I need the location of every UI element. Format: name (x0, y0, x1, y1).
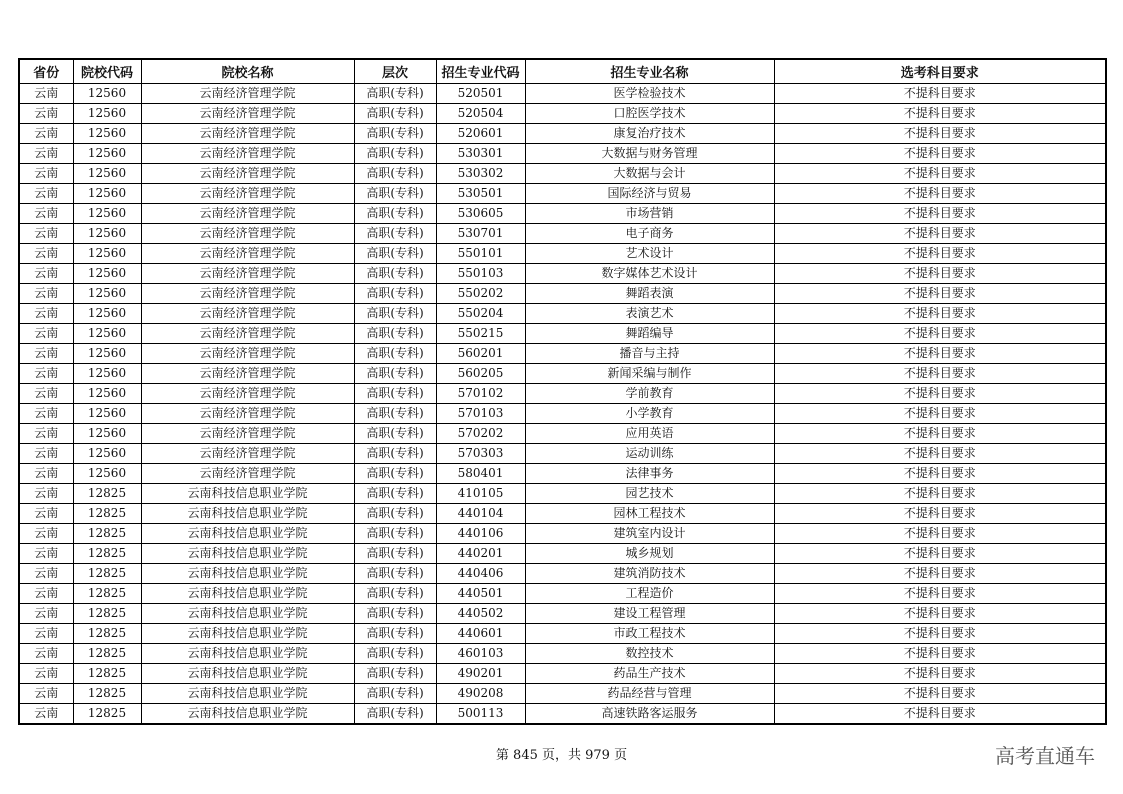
school-code-cell: 12560 (73, 144, 141, 164)
header-subject-requirement: 选考科目要求 (774, 59, 1106, 84)
header-level: 层次 (354, 59, 436, 84)
table-row (19, 684, 1106, 704)
major-code-cell: 520501 (436, 84, 525, 104)
table-row (19, 424, 1106, 444)
major-code-cell: 550204 (436, 304, 525, 324)
table-row (19, 624, 1106, 644)
table-row (19, 484, 1106, 504)
subject-requirement-cell: 不提科目要求 (774, 584, 1106, 604)
table-row (19, 344, 1106, 364)
subject-requirement-cell: 不提科目要求 (774, 324, 1106, 344)
school-code-cell: 12560 (73, 104, 141, 124)
major-code-cell: 500113 (436, 704, 525, 725)
province-cell: 云南 (19, 524, 73, 544)
table-header-row (19, 59, 1106, 84)
level-cell: 高职(专科) (354, 464, 436, 484)
province-cell: 云南 (19, 624, 73, 644)
major-name-cell: 医学检验技术 (525, 84, 774, 104)
school-name-cell: 云南经济管理学院 (141, 84, 354, 104)
school-name-cell: 云南科技信息职业学院 (141, 624, 354, 644)
province-cell: 云南 (19, 564, 73, 584)
major-name-cell: 建筑室内设计 (525, 524, 774, 544)
level-cell: 高职(专科) (354, 244, 436, 264)
province-cell: 云南 (19, 484, 73, 504)
major-name-cell: 康复治疗技术 (525, 124, 774, 144)
major-name-cell: 工程造价 (525, 584, 774, 604)
major-name-cell: 舞蹈编导 (525, 324, 774, 344)
major-code-cell: 550202 (436, 284, 525, 304)
table-row (19, 604, 1106, 624)
major-name-cell: 园艺技术 (525, 484, 774, 504)
school-name-cell: 云南经济管理学院 (141, 284, 354, 304)
level-cell: 高职(专科) (354, 544, 436, 564)
school-name-cell: 云南经济管理学院 (141, 304, 354, 324)
major-name-cell: 国际经济与贸易 (525, 184, 774, 204)
table-row (19, 664, 1106, 684)
table-row (19, 504, 1106, 524)
table-row (19, 464, 1106, 484)
major-name-cell: 应用英语 (525, 424, 774, 444)
major-name-cell: 运动训练 (525, 444, 774, 464)
province-cell: 云南 (19, 704, 73, 725)
table-row (19, 304, 1106, 324)
school-code-cell: 12560 (73, 124, 141, 144)
major-code-cell: 570303 (436, 444, 525, 464)
header-major-code: 招生专业代码 (436, 59, 525, 84)
major-name-cell: 艺术设计 (525, 244, 774, 264)
school-code-cell: 12560 (73, 284, 141, 304)
level-cell: 高职(专科) (354, 104, 436, 124)
province-cell: 云南 (19, 104, 73, 124)
school-code-cell: 12560 (73, 344, 141, 364)
province-cell: 云南 (19, 84, 73, 104)
major-name-cell: 新闻采编与制作 (525, 364, 774, 384)
major-code-cell: 440406 (436, 564, 525, 584)
subject-requirement-cell: 不提科目要求 (774, 344, 1106, 364)
school-name-cell: 云南科技信息职业学院 (141, 684, 354, 704)
province-cell: 云南 (19, 304, 73, 324)
subject-requirement-cell: 不提科目要求 (774, 84, 1106, 104)
major-code-cell: 440201 (436, 544, 525, 564)
major-code-cell: 440502 (436, 604, 525, 624)
major-name-cell: 园林工程技术 (525, 504, 774, 524)
school-code-cell: 12825 (73, 564, 141, 584)
major-name-cell: 数控技术 (525, 644, 774, 664)
subject-requirement-cell: 不提科目要求 (774, 384, 1106, 404)
major-code-cell: 490201 (436, 664, 525, 684)
school-name-cell: 云南经济管理学院 (141, 244, 354, 264)
table-row (19, 444, 1106, 464)
major-code-cell: 440104 (436, 504, 525, 524)
table-row (19, 564, 1106, 584)
subject-requirement-cell: 不提科目要求 (774, 444, 1106, 464)
major-code-cell: 550101 (436, 244, 525, 264)
school-code-cell: 12825 (73, 484, 141, 504)
school-code-cell: 12560 (73, 264, 141, 284)
province-cell: 云南 (19, 504, 73, 524)
school-code-cell: 12825 (73, 584, 141, 604)
province-cell: 云南 (19, 364, 73, 384)
major-name-cell: 学前教育 (525, 384, 774, 404)
school-code-cell: 12825 (73, 504, 141, 524)
province-cell: 云南 (19, 224, 73, 244)
subject-requirement-cell: 不提科目要求 (774, 644, 1106, 664)
school-code-cell: 12560 (73, 204, 141, 224)
school-name-cell: 云南经济管理学院 (141, 184, 354, 204)
level-cell: 高职(专科) (354, 704, 436, 725)
province-cell: 云南 (19, 404, 73, 424)
table-row (19, 204, 1106, 224)
major-name-cell: 市政工程技术 (525, 624, 774, 644)
major-code-cell: 530605 (436, 204, 525, 224)
school-code-cell: 12560 (73, 404, 141, 424)
school-name-cell: 云南科技信息职业学院 (141, 604, 354, 624)
major-name-cell: 建筑消防技术 (525, 564, 774, 584)
school-name-cell: 云南科技信息职业学院 (141, 644, 354, 664)
major-code-cell: 560201 (436, 344, 525, 364)
province-cell: 云南 (19, 164, 73, 184)
table-row (19, 124, 1106, 144)
school-code-cell: 12825 (73, 664, 141, 684)
school-name-cell: 云南科技信息职业学院 (141, 484, 354, 504)
school-name-cell: 云南经济管理学院 (141, 204, 354, 224)
subject-requirement-cell: 不提科目要求 (774, 204, 1106, 224)
major-code-cell: 490208 (436, 684, 525, 704)
table-row (19, 544, 1106, 564)
province-cell: 云南 (19, 584, 73, 604)
province-cell: 云南 (19, 184, 73, 204)
province-cell: 云南 (19, 544, 73, 564)
table-row (19, 384, 1106, 404)
school-code-cell: 12560 (73, 304, 141, 324)
school-name-cell: 云南经济管理学院 (141, 464, 354, 484)
table-row (19, 144, 1106, 164)
table-row (19, 704, 1106, 725)
major-code-cell: 440501 (436, 584, 525, 604)
province-cell: 云南 (19, 284, 73, 304)
school-code-cell: 12825 (73, 624, 141, 644)
major-code-cell: 550103 (436, 264, 525, 284)
level-cell: 高职(专科) (354, 444, 436, 464)
school-name-cell: 云南经济管理学院 (141, 124, 354, 144)
table-row (19, 284, 1106, 304)
school-code-cell: 12560 (73, 84, 141, 104)
header-province: 省份 (19, 59, 73, 84)
major-code-cell: 580401 (436, 464, 525, 484)
major-name-cell: 舞蹈表演 (525, 284, 774, 304)
school-code-cell: 12560 (73, 324, 141, 344)
province-cell: 云南 (19, 424, 73, 444)
table-row (19, 104, 1106, 124)
major-name-cell: 药品生产技术 (525, 664, 774, 684)
watermark-logo: 高考直通车 (995, 744, 1095, 768)
level-cell: 高职(专科) (354, 484, 436, 504)
level-cell: 高职(专科) (354, 304, 436, 324)
school-code-cell: 12560 (73, 164, 141, 184)
table-row (19, 524, 1106, 544)
level-cell: 高职(专科) (354, 564, 436, 584)
school-name-cell: 云南科技信息职业学院 (141, 524, 354, 544)
major-name-cell: 大数据与会计 (525, 164, 774, 184)
province-cell: 云南 (19, 684, 73, 704)
school-name-cell: 云南经济管理学院 (141, 444, 354, 464)
major-name-cell: 播音与主持 (525, 344, 774, 364)
major-code-cell: 560205 (436, 364, 525, 384)
table-row (19, 264, 1106, 284)
header-school-name: 院校名称 (141, 59, 354, 84)
major-name-cell: 大数据与财务管理 (525, 144, 774, 164)
level-cell: 高职(专科) (354, 204, 436, 224)
major-code-cell: 440601 (436, 624, 525, 644)
major-code-cell: 440106 (436, 524, 525, 544)
subject-requirement-cell: 不提科目要求 (774, 684, 1106, 704)
level-cell: 高职(专科) (354, 424, 436, 444)
school-name-cell: 云南科技信息职业学院 (141, 504, 354, 524)
level-cell: 高职(专科) (354, 184, 436, 204)
school-code-cell: 12825 (73, 644, 141, 664)
level-cell: 高职(专科) (354, 664, 436, 684)
level-cell: 高职(专科) (354, 144, 436, 164)
level-cell: 高职(专科) (354, 504, 436, 524)
school-name-cell: 云南经济管理学院 (141, 104, 354, 124)
province-cell: 云南 (19, 324, 73, 344)
level-cell: 高职(专科) (354, 264, 436, 284)
major-code-cell: 530302 (436, 164, 525, 184)
subject-requirement-cell: 不提科目要求 (774, 144, 1106, 164)
subject-requirement-cell: 不提科目要求 (774, 564, 1106, 584)
subject-requirement-cell: 不提科目要求 (774, 484, 1106, 504)
school-code-cell: 12560 (73, 184, 141, 204)
subject-requirement-cell: 不提科目要求 (774, 404, 1106, 424)
table-row (19, 584, 1106, 604)
school-name-cell: 云南经济管理学院 (141, 404, 354, 424)
page-number: 第 845 页，共 979 页 (495, 748, 628, 763)
school-code-cell: 12560 (73, 424, 141, 444)
school-code-cell: 12825 (73, 524, 141, 544)
major-code-cell: 410105 (436, 484, 525, 504)
major-code-cell: 570102 (436, 384, 525, 404)
table-row (19, 404, 1106, 424)
school-code-cell: 12560 (73, 384, 141, 404)
province-cell: 云南 (19, 664, 73, 684)
subject-requirement-cell: 不提科目要求 (774, 184, 1106, 204)
major-code-cell: 570103 (436, 404, 525, 424)
province-cell: 云南 (19, 444, 73, 464)
province-cell: 云南 (19, 124, 73, 144)
level-cell: 高职(专科) (354, 84, 436, 104)
table-row (19, 324, 1106, 344)
major-code-cell: 460103 (436, 644, 525, 664)
major-code-cell: 520601 (436, 124, 525, 144)
school-name-cell: 云南经济管理学院 (141, 224, 354, 244)
major-name-cell: 数字媒体艺术设计 (525, 264, 774, 284)
major-code-cell: 550215 (436, 324, 525, 344)
level-cell: 高职(专科) (354, 384, 436, 404)
subject-requirement-cell: 不提科目要求 (774, 524, 1106, 544)
school-name-cell: 云南经济管理学院 (141, 364, 354, 384)
subject-requirement-cell: 不提科目要求 (774, 284, 1106, 304)
school-code-cell: 12825 (73, 544, 141, 564)
major-code-cell: 520504 (436, 104, 525, 124)
school-name-cell: 云南科技信息职业学院 (141, 544, 354, 564)
school-code-cell: 12560 (73, 464, 141, 484)
level-cell: 高职(专科) (354, 584, 436, 604)
major-name-cell: 城乡规划 (525, 544, 774, 564)
school-name-cell: 云南科技信息职业学院 (141, 704, 354, 725)
level-cell: 高职(专科) (354, 164, 436, 184)
subject-requirement-cell: 不提科目要求 (774, 264, 1106, 284)
subject-requirement-cell: 不提科目要求 (774, 604, 1106, 624)
school-name-cell: 云南经济管理学院 (141, 324, 354, 344)
table-row (19, 224, 1106, 244)
school-code-cell: 12825 (73, 704, 141, 725)
province-cell: 云南 (19, 144, 73, 164)
major-code-cell: 530301 (436, 144, 525, 164)
level-cell: 高职(专科) (354, 364, 436, 384)
school-name-cell: 云南经济管理学院 (141, 384, 354, 404)
table-row (19, 84, 1106, 104)
header-school-code: 院校代码 (73, 59, 141, 84)
major-code-cell: 530701 (436, 224, 525, 244)
school-code-cell: 12825 (73, 684, 141, 704)
subject-requirement-cell: 不提科目要求 (774, 104, 1106, 124)
header-major-name: 招生专业名称 (525, 59, 774, 84)
level-cell: 高职(专科) (354, 644, 436, 664)
school-name-cell: 云南科技信息职业学院 (141, 564, 354, 584)
subject-requirement-cell: 不提科目要求 (774, 164, 1106, 184)
province-cell: 云南 (19, 644, 73, 664)
subject-requirement-cell: 不提科目要求 (774, 544, 1106, 564)
subject-requirement-cell: 不提科目要求 (774, 504, 1106, 524)
school-code-cell: 12560 (73, 244, 141, 264)
major-code-cell: 570202 (436, 424, 525, 444)
major-name-cell: 建设工程管理 (525, 604, 774, 624)
province-cell: 云南 (19, 244, 73, 264)
school-code-cell: 12560 (73, 364, 141, 384)
subject-requirement-cell: 不提科目要求 (774, 664, 1106, 684)
school-name-cell: 云南科技信息职业学院 (141, 664, 354, 684)
school-name-cell: 云南经济管理学院 (141, 424, 354, 444)
table-row (19, 164, 1106, 184)
subject-requirement-cell: 不提科目要求 (774, 304, 1106, 324)
major-name-cell: 小学教育 (525, 404, 774, 424)
table-row (19, 244, 1106, 264)
subject-requirement-cell: 不提科目要求 (774, 464, 1106, 484)
level-cell: 高职(专科) (354, 524, 436, 544)
table-row (19, 644, 1106, 664)
province-cell: 云南 (19, 384, 73, 404)
table-body (19, 84, 1106, 725)
school-name-cell: 云南经济管理学院 (141, 144, 354, 164)
level-cell: 高职(专科) (354, 124, 436, 144)
province-cell: 云南 (19, 464, 73, 484)
school-name-cell: 云南经济管理学院 (141, 264, 354, 284)
major-name-cell: 口腔医学技术 (525, 104, 774, 124)
subject-requirement-cell: 不提科目要求 (774, 224, 1106, 244)
school-code-cell: 12560 (73, 224, 141, 244)
level-cell: 高职(专科) (354, 684, 436, 704)
table-row (19, 364, 1106, 384)
school-code-cell: 12560 (73, 444, 141, 464)
table-row (19, 184, 1106, 204)
subject-requirement-cell: 不提科目要求 (774, 124, 1106, 144)
level-cell: 高职(专科) (354, 404, 436, 424)
subject-requirement-cell: 不提科目要求 (774, 424, 1106, 444)
subject-requirement-cell: 不提科目要求 (774, 244, 1106, 264)
subject-requirement-cell: 不提科目要求 (774, 624, 1106, 644)
level-cell: 高职(专科) (354, 604, 436, 624)
school-code-cell: 12825 (73, 604, 141, 624)
province-cell: 云南 (19, 604, 73, 624)
level-cell: 高职(专科) (354, 324, 436, 344)
major-name-cell: 高速铁路客运服务 (525, 704, 774, 725)
major-name-cell: 表演艺术 (525, 304, 774, 324)
school-name-cell: 云南经济管理学院 (141, 344, 354, 364)
major-code-cell: 530501 (436, 184, 525, 204)
major-name-cell: 法律事务 (525, 464, 774, 484)
school-name-cell: 云南经济管理学院 (141, 164, 354, 184)
major-name-cell: 市场营销 (525, 204, 774, 224)
level-cell: 高职(专科) (354, 284, 436, 304)
admissions-table (18, 58, 1107, 725)
major-name-cell: 电子商务 (525, 224, 774, 244)
school-name-cell: 云南科技信息职业学院 (141, 584, 354, 604)
level-cell: 高职(专科) (354, 624, 436, 644)
province-cell: 云南 (19, 264, 73, 284)
subject-requirement-cell: 不提科目要求 (774, 704, 1106, 725)
level-cell: 高职(专科) (354, 344, 436, 364)
province-cell: 云南 (19, 204, 73, 224)
subject-requirement-cell: 不提科目要求 (774, 364, 1106, 384)
level-cell: 高职(专科) (354, 224, 436, 244)
major-name-cell: 药品经营与管理 (525, 684, 774, 704)
province-cell: 云南 (19, 344, 73, 364)
